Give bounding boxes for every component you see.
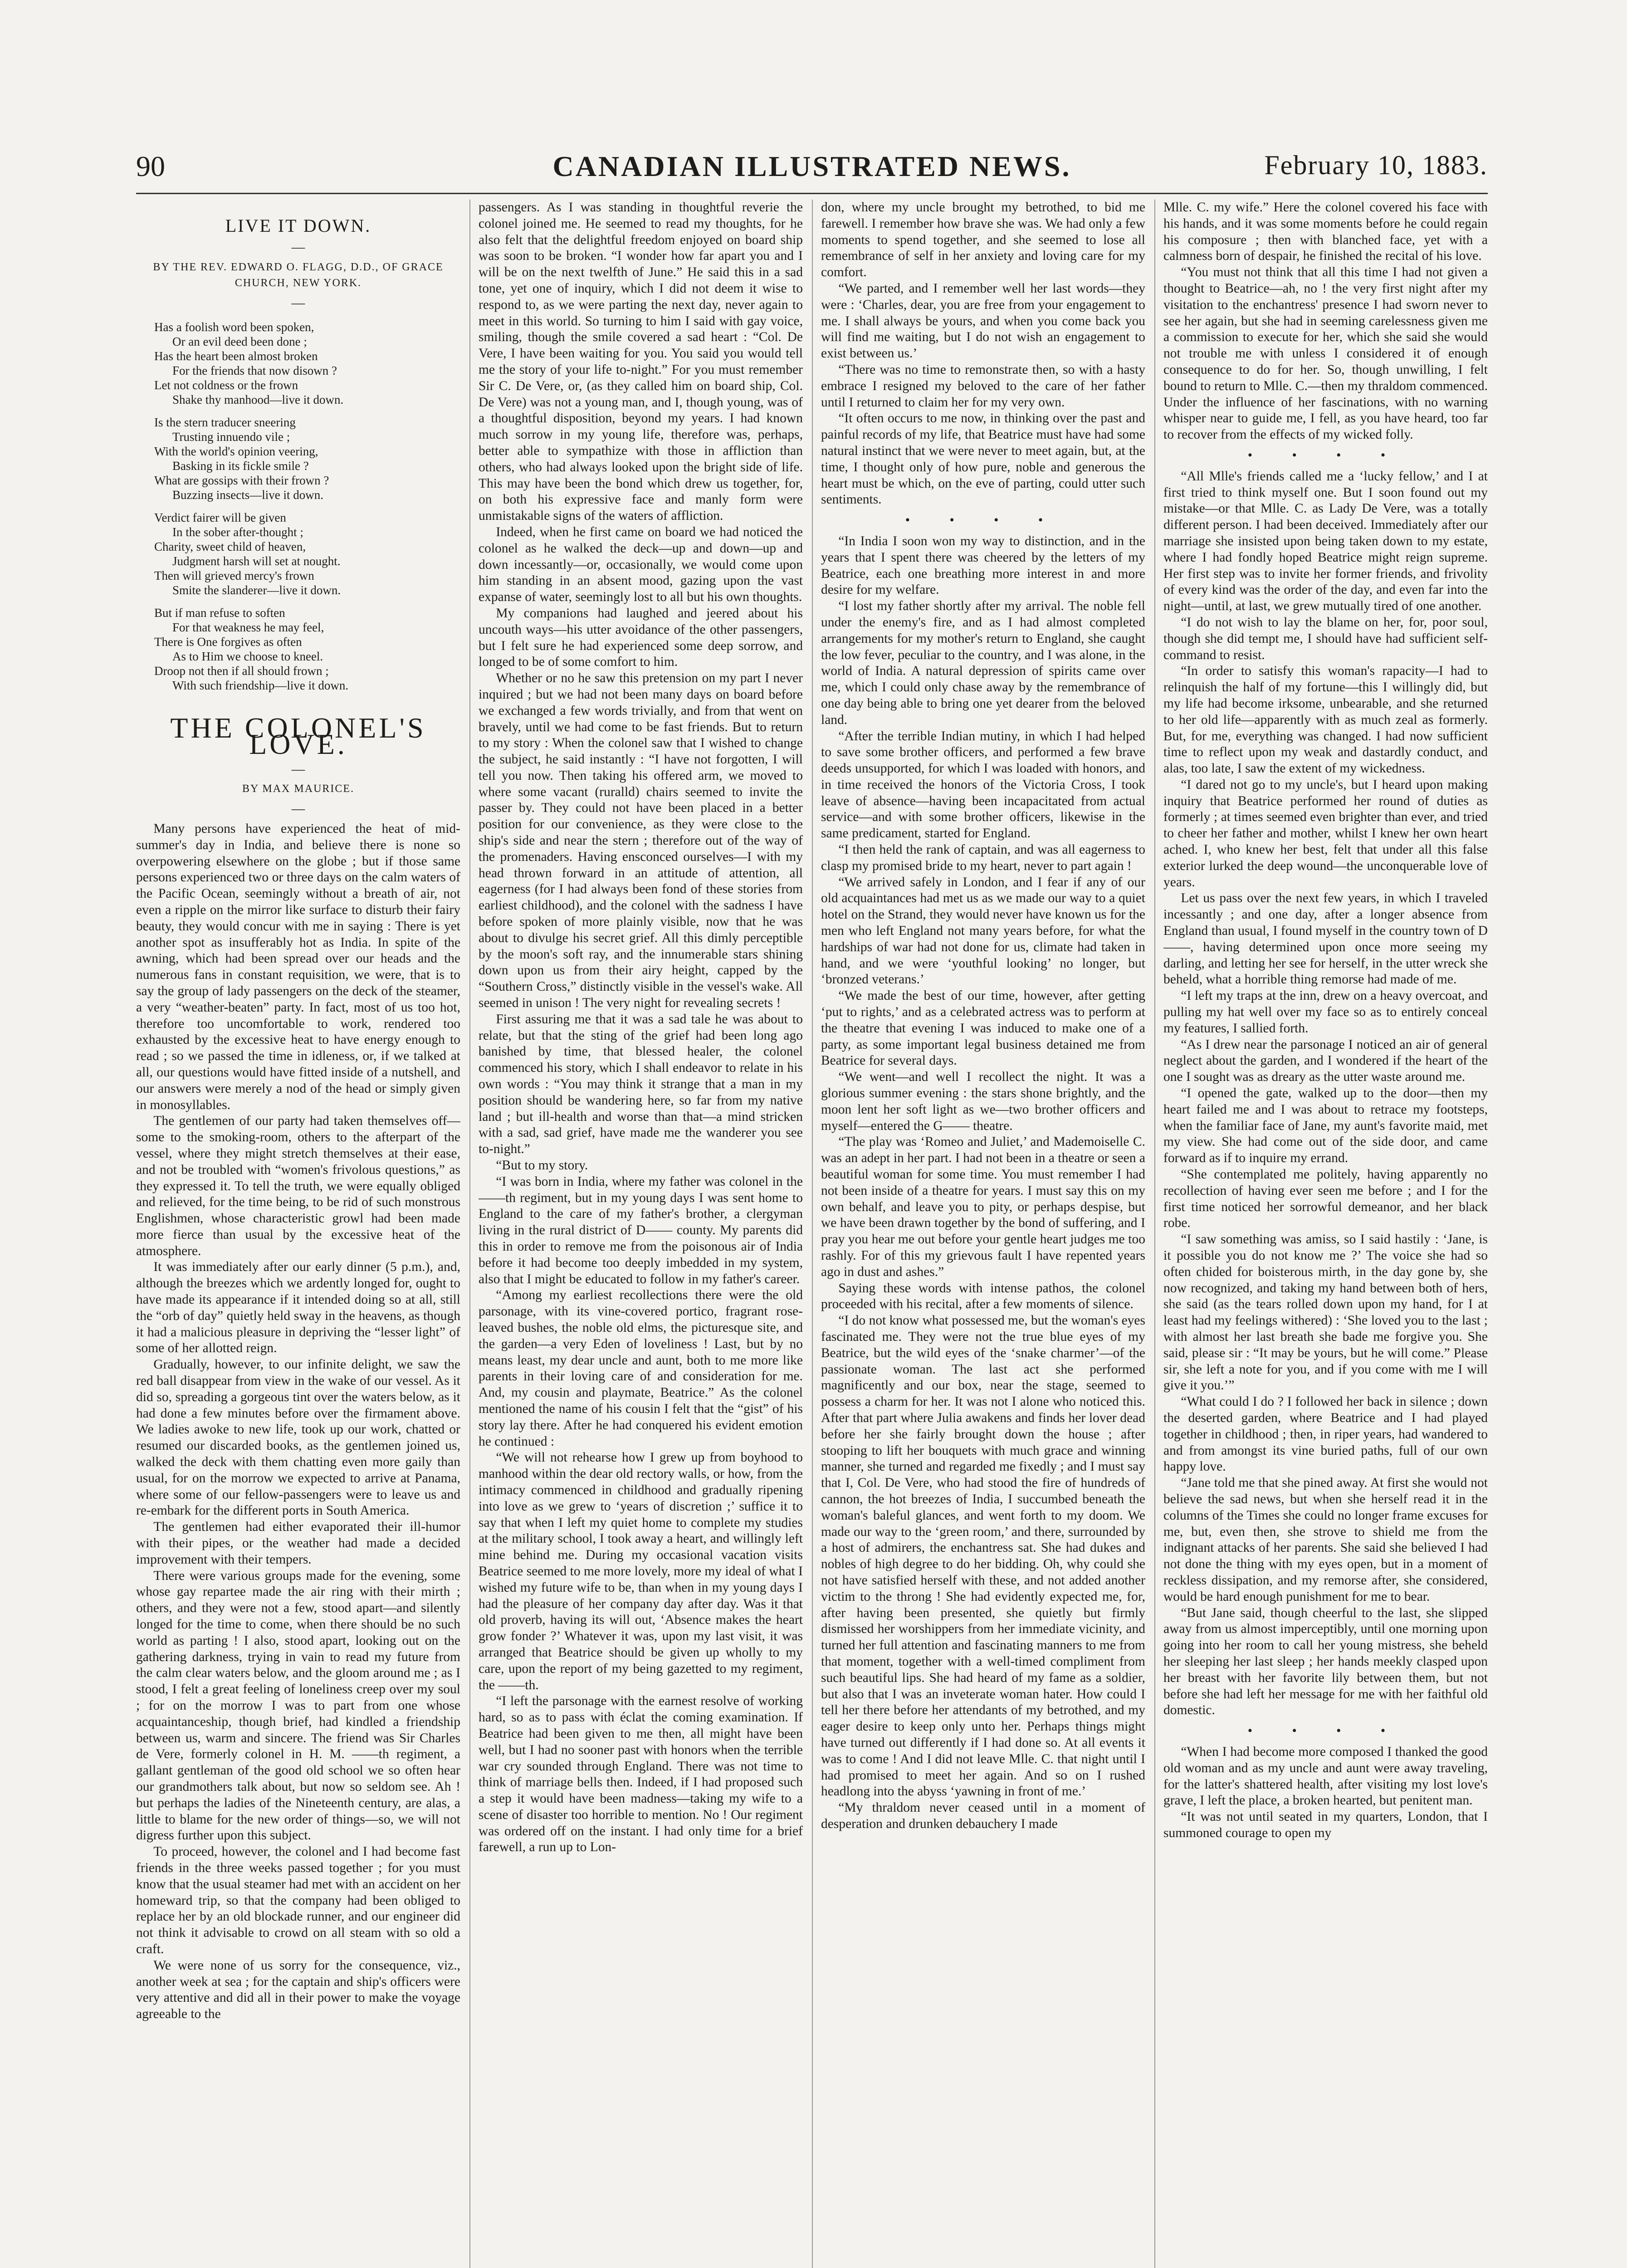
byline-dash: — [291,802,305,816]
paragraph: “After the terrible Indian mutiny, in which I had helped to save some brother officers, and performed a few brave deeds unsupported, for which I was loaded with honors, and in time received the honors of the Victoria Cross, I took leave of absence—having been incapacitated from actual service—and with some brother officers, likewise in the same predicament, started for England. [821,728,1145,841]
paragraph: “I dared not go to my uncle's, but I heard upon making inquiry that Beatrice performed her round of duties as formerly ; at times seemed even brighter than ever, and tried to cheer her father and mother, whilst I knew her own heart ached. I, who knew her best, felt that under all this false exterior lurked the deep wound—the unconquerable love of years. [1163,777,1488,890]
paragraph: Saying these words with intense pathos, the colonel proceeded with his recital, after a few moments of silence. [821,1281,1145,1312]
poem-line: Or an evil deed been done ; [172,334,307,348]
issue-date: February 10, 1883. [1264,150,1488,180]
section-break: • • • • [1247,448,1404,463]
poem-line: Is the stern traducer sneering [154,415,296,429]
poem-line: Has the heart been almost broken [154,349,318,363]
paragraph: To proceed, however, the colonel and I had become fast friends in the three weeks passed together ; for you must know that the usual steamer had met with an accident on her homeward trip, so that the company had been obliged to replace her by an old blockade runner, and our engineer did not think it advisable to crowd on all steam with so old a craft. [136,1844,460,1956]
poem-line: There is One forgives as often [154,635,302,649]
poem-line: As to Him we choose to kneel. [172,649,323,663]
poem-line: Judgment harsh will set at nought. [172,554,341,568]
paragraph: “But to my story. [496,1158,588,1173]
poem-line: With the world's opinion veering, [154,444,318,458]
poem-stanza [154,510,460,597]
paragraph: The gentlemen of our party had taken themselves off—some to the smoking-room, others to the afterpart of the vessel, where they might stretch themselves at their ease, and not be troubled with “women's frivolous questions,” as they expressed it. To tell the truth, we were equally obliged and relieved, for the time being, to be rid of such monstrous Englishmen, whose characteristic growl had been made more fierce than usual by the excessive heat of the atmosphere. [136,1114,460,1258]
paragraph: There were various groups made for the evening, some whose gay repartee made the air ring with their mirth ; others, and they were not a few, stood apart—and silently longed for the time to come, when there should be no such world as parting ! I also, stood apart, looking out on the gathering darkness, trying in vain to read my future from the calm clear waters below, and the gloom around me ; as I stood, I felt a great feeling of loneliness creep over my soul ; for on the morrow I was to part from one whose acquaintanceship, though brief, had kindled a friendship between us, warm and sincere. The friend was Sir Charles de Vere, formerly colonel in H. M. ——th regiment, a gallant gentleman of the good old school we so often hear our grandmothers talk about, but now so seldom see. Ah ! but perhaps the ladies of the Nineteenth century, are alas, a little to blame for the new order of things—so, we will not digress further upon this subject. [136,1568,460,1843]
story-byline: BY MAX MAURICE. [242,783,355,795]
paragraph: “But Jane said, though cheerful to the last, she slipped away from us almost imperceptibly, until one morning upon going into her room to call her young mistress, she beheld her sleeping her last sleep ; her hands meekly clasped upon her breast with her favorite lily between them, but not before she had left her message for me with her faithful old domestic. [1163,1605,1488,1718]
paragraph: “In order to satisfy this woman's rapacity—I had to relinquish the half of my fortune—this I willingly did, but my life had become irksome, unbearable, and she returned to her old life—apparently with as much zeal as formerly. But, for me, everything was changed. I had now sufficient time to reflect upon my weak and dastardly conduct, and alas, too late, I saw the extent of my wickedness. [1163,664,1488,776]
poem-stanza [154,606,460,693]
paragraph: “I lost my father shortly after my arrival. The noble fell under the enemy's fire, and as I had almost completed arrangements for my mother's return to England, she caught the low fever, peculiar to the country, and I was alone, in the world of India. A natural depression of spirits came over me, which I could only chase away by the remembrance of one day being able to bring one yet dearer from the beloved land. [821,599,1145,727]
poem-line: Then will grieved mercy's frown [154,568,314,582]
poem-line: Smite the slanderer—live it down. [172,583,341,597]
paragraph: “It was not until seated in my quarters, London, that I summoned courage to open my [1163,1809,1488,1840]
poem-line: Trusting innuendo vile ; [172,430,290,444]
poem-byline: BY THE REV. EDWARD O. FLAGG, D.D., OF GRACE CHURCH, NEW YORK. [153,261,444,289]
paragraph: “I left the parsonage with the earnest resolve of working hard, so as to pass with éclat the coming examination. If Beatrice had been given to me then, all might have been well, but I had no sooner past with honors when the terrible war cry sounded through England. There was not time to think of marriage bells then. Indeed, if I had proposed such a step it would have been madness—taking my wife to a scene of disaster too horrible to mention. No ! Our regiment was ordered off on the instant. I had only time for a brief farewell, a run up to Lon- [479,1694,803,1855]
paragraph: Indeed, when he first came on board we had noticed the colonel as he walked the deck—up and down—up and down incessantly—or, occasionally, we would come upon him standing in an absent mood, gazing upon the vast expanse of water, seemingly lost to all but his own thoughts. [479,524,803,605]
paragraph: We were none of us sorry for the consequence, viz., another week at sea ; for the captain and ship's officers were very attentive and did all in their power to make the voyage agreeable to the [136,1958,460,2022]
poem-line: What are gossips with their frown ? [154,473,329,487]
poem-title: LIVE IT DOWN. [225,215,371,236]
paragraph: “We went—and well I recollect the night. It was a glorious summer evening : the stars shone brightly, and the moon lent her soft light as we—two brother officers and myself—entered the G—— theatre. [821,1070,1145,1133]
paragraph: “There was no time to remonstrate then, so with a hasty embrace I resigned my beloved to the care of her father until I returned to claim her for my very own. [821,362,1145,410]
column-3 [821,200,1145,2268]
byline-dash: — [291,296,305,311]
paragraph: “We parted, and I remember well her last words—they were : ‘Charles, dear, you are free from your engagement to me. I shall always be yours, and when you come back you will find me waiting, but I do not wish an engagement to exist between us.’ [821,281,1145,361]
paragraph: Gradually, however, to our infinite delight, we saw the red ball disappear from view in the wake of our vessel. As it did so, spreading a gorgeous tint over the waters below, as it had done a few minutes before over the firmament above. We ladies awoke to new life, took up our work, chatted or resumed our discarded books, as the gentlemen joined us, walked the deck with them chatting even more gaily than usual, for on the morrow we expected to arrive at Panama, where some of our fellow-passengers were to leave us and re-embark for the different ports in South America. [136,1357,460,1518]
poem-line: Buzzing insects—live it down. [172,488,323,502]
section-break: • • • • [1247,1724,1404,1739]
paragraph: “I opened the gate, walked up to the door—then my heart failed me and I was about to retrace my footsteps, when the familiar face of Jane, my aunt's favorite maid, met my view. She had come out of the side door, and came forward as if to inquire my errand. [1163,1086,1488,1166]
poem-line: Has a foolish word been spoken, [154,320,314,334]
publication-title: CANADIAN ILLUSTRATED NEWS. [552,150,1071,182]
paragraph: My companions had laughed and jeered about his uncouth ways—his utter avoidance of the other passengers, but I felt sure he had experienced some deep sorrow, and longed to be of some comfort to him. [479,606,803,670]
poem-stanza [154,320,460,407]
poem-line: Basking in its fickle smile ? [172,459,309,473]
paragraph: “I left my traps at the inn, drew on a heavy overcoat, and pulling my hat well over my face so as to entirely conceal my features, I sallied forth. [1163,988,1488,1036]
section-break: • • • • [905,513,1061,528]
paragraph: “I do not know what possessed me, but the woman's eyes fascinated me. They were not the true blue eyes of my Beatrice, but the wild eyes of the ‘snake charmer’—of the passionate woman. The last act she performed magnificently and our box, near the stage, seemed to possess a charm for her. It was not I alone who noticed this. After that part where Julia awakens and finds her lover dead before her she fairly brought down the house ; after stooping to lift her bouquets with much grace and winning manner, she turned and regarded me fixedly ; and I must say that I, Col. De Vere, who had stood the fire of hundreds of cannon, the hot breezes of India, I succumbed beneath the woman's baleful glances, and went forth to my doom. We made our way to the ‘green room,’ and there, surrounded by a host of admirers, the enchantress sat. She had dukes and nobles of high degree to do her bidding. Oh, why could she not have satisfied herself with these, and not added another victim to the throng ! She had evidently expected me, for, after having been presented, she quietly but firmly dismissed her worshippers from her immediate vicinity, and turned her full attention and fascinating manners to me from that moment, together with a well-timed compliment from such beautiful lips. She had heard of my fame as a soldier, but also that I was an inveterate woman hater. How could I tell her there before her attendants of my betrothed, and my eager desire to keep only unto her. Perhaps things might have turned out differently if I had done so. At all events it was to come ! And I did not leave Mlle. C. that night until I had promised to meet her again. And so on I rushed headlong into the abyss ‘yawning in front of me.’ [821,1313,1145,1799]
poem-line: Verdict fairer will be given [154,510,286,524]
poem-line: For the friends that now disown ? [172,363,337,377]
poem-line: For that weakness he may feel, [172,620,324,634]
paragraph: “You must not think that all this time I had not given a thought to Beatrice—ah, no ! the very first night after my visitation to the enchantress' presence I had sworn never to see her again, but she had in seeming carelessness given me a commission to execute for her, which she said she would not trouble me with unless I considered it of enough consequence to do for her. So, though unwilling, I felt bound to return to Mlle. C.—then my thraldom commenced. Under the influence of her fascinations, with no warning whisper near to guide me, I fell, as you have heard, too far to recover from the effects of my wicked folly. [1163,265,1488,442]
paragraph: “We will not rehearse how I grew up from boyhood to manhood within the dear old rectory walls, or how, from the intimacy commenced in childhood and gradually ripening into love as we grew to ‘years of discretion ;’ suffice it to say that when I left my quiet home to complete my studies at the military school, I took away a heart, and willingly left mine behind me. During my occasional vacation visits Beatrice seemed to me more lovely, more my ideal of what I wished my future wife to be, than when in my young days I had the pleasure of her company day after day. Was it that old proverb, having its will out, ‘Absence makes the heart grow fonder ?’ Whatever it was, upon my last visit, it was arranged that Beatrice should be given up wholly to my care, upon the report of my being gazetted to my regiment, the ——th. [479,1450,803,1692]
paragraph: “I saw something was amiss, so I said hastily : ‘Jane, is it possible you do not know me ?’ The voice she had so often chided for boisterous mirth, in the day gone by, she now recognized, and taking my hand between both of hers, she said (as the tears rolled down upon my hand, for I at least had my feelings withered) : ‘She loved you to the last ; with almost her last breath she bade me forgive you. She said, please sir : “It may be yours, but he will come.” Please sir, she left a note for you, and if you come with me I will give it you.’” [1163,1232,1488,1393]
poem-body [136,320,460,693]
paragraph: “As I drew near the parsonage I noticed an air of general neglect about the garden, and I wondered if the heart of the one I sought was as dreary as the utter waste around me. [1163,1037,1488,1085]
paragraph: Many persons have experienced the heat of mid-summer's day in India, and believe there is none so overpowering elsewhere on the globe ; but if those same persons experienced two or three days on the calm waters of the Pacific Ocean, seemingly without a breath of air, not even a ripple on the mirror like surface to disturb their fairy beauty, they would concur with me in saying : There is yet another spot as insufferably hot as India. In spite of the awning, which had been spread over our heads and the numerous fans in constant requisition, we were, that is to say the group of lady passengers on the deck of the steamer, a very “weather-beaten” party. In fact, most of us too hot, therefore too uncomfortable to work, rendered too exhausted by the excessive heat to have energy enough to read ; so we passed the time in idleness, or, if we talked at all, our questions would have fitted inside of a nutshell, and our answers were merely a nod of the head or simply given in monosyllables. [136,821,460,1112]
poem-line: Droop not then if all should frown ; [154,664,329,678]
column-text [479,200,803,1856]
article-columns [136,200,1488,2268]
title-dash: — [291,762,305,777]
paragraph: “My thraldom never ceased until in a moment of desperation and drunken debauchery I made [821,1800,1145,1831]
paragraph: “What could I do ? I followed her back in silence ; down the deserted garden, where Beatrice and I had played together in childhood ; then, in riper years, had wandered to and from amongst its vine buried paths, full of our own happy love. [1163,1394,1488,1474]
column-2 [479,200,803,2268]
paragraph: “Jane told me that she pined away. At first she would not believe the sad news, but when she herself read it in the columns of the Times she could no longer frame excuses for me, but, even then, she strove to shield me from the indignant attacks of her parents. She said she believed I had not done the thing with my eyes open, but in a moment of reckless dissipation, and my remorse after, she considered, would be hard enough punishment for me to bear. [1163,1476,1488,1604]
paragraph: “We made the best of our time, however, after getting ‘put to rights,’ and as a celebrated actress was to perform at the theatre that evening I was induced to make one of a party, as some important legal business detained me from Beatrice for several days. [821,988,1145,1068]
column-text [136,821,460,2023]
paragraph: Mlle. C. my wife.” Here the colonel covered his face with his hands, and it was some moments before he could regain his composure ; then with blanched face, yet with a calmness born of despair, he finished the recital of his love. [1163,200,1488,264]
column-4 [1163,200,1488,2268]
column-text [821,200,1145,1833]
paragraph: The gentlemen had either evaporated their ill-humor with their pipes, or the weather had made a decided improvement with their tempers. [136,1520,460,1567]
paragraph: “When I had become more composed I thanked the good old woman and as my uncle and aunt were away traveling, for the latter's shattered health, after visiting my lost love's grave, I left the place, a broken hearted, but penitent man. [1163,1744,1488,1808]
paragraph: “I then held the rank of captain, and was all eagerness to clasp my promised bride to my heart, never to part again ! [821,842,1145,873]
paragraph: Whether or no he saw this pretension on my part I never inquired ; but we had not been many days on board before we exchanged a few words trivially, and from that went on bravely, until we had come to be fast friends. But to return to my story : When the colonel saw that I wished to change the subject, he said instantly : “I have not forgotten, I will tell you now. Then taking his offered arm, we moved to where some vacant (ruralld) chairs seemed to invite the passer by. They could not have been placed in a better position for our convenience, as they were close to the ship's side and near the stern ; therefore out of the way of the promenaders. Having ensconced ourselves—I with my head thrown forward in an attitude of attention, all eagerness (for I had always been fond of these stories from earliest childhood), and the colonel with the sadness I have before spoken of more plainly visible, now that he was about to divulge his secret grief. All this dimly perceptible by the moon's soft ray, and the innumerable stars shining down upon us from their airy height, capped by the “Southern Cross,” distinctly visible in the vessel's wake. All seemed in unison ! The very night for revealing secrets ! [479,671,803,1011]
masthead [136,150,1488,191]
column-text [1163,200,1488,1842]
header-rule [136,193,1488,194]
paragraph: First assuring me that it was a sad tale he was about to relate, but that the sting of the grief had been long ago banished by time, that blessed healer, the colonel commenced his story, which I shall endeavor to relate in his own words : “You may think it strange that a man in my position should be wandering here, so far from my native land ; but ill-health and worse than that—a mind stricken with a sad, sad grief, have made me the wanderer you see to-night.” [479,1012,803,1157]
paragraph: “She contemplated me politely, having apparently no recollection of having ever seen me before ; and I for the first time noticed her sorrowful demeanor, and her black robe. [1163,1167,1488,1231]
paragraph: “Among my earliest recollections there were the old parsonage, with its vine-covered portico, fragrant rose-leaved bushes, the noble old elms, the picturesque site, and the garden—a very Eden of loveliness ! Last, but by no means least, my dear uncle and aunt, both to me more like parents in their loving care of and consideration for me. And, my cousin and playmate, Beatrice.” As the colonel mentioned the name of his cousin I felt that the “gist” of his story lay there. After he had conquered his evident emotion he continued : [479,1288,803,1449]
paragraph: “All Mlle's friends called me a ‘lucky fellow,’ and I at first tried to think myself one. But I soon found out my mistake—or that Mlle. C. as Lady De Vere, was a totally different person. I had been deceived. Immediately after our marriage she insisted upon being taken down to my estate, where I had fondly hoped Beatrice might reign supreme. Her first step was to invite her former friends, and frivolity of every kind was the order of the day, and even far into the night—until, at last, we grew mutually tired of one another. [1163,469,1488,614]
paragraph: passengers. As I was standing in thoughtful reverie the colonel joined me. He seemed to read my thoughts, for he also felt that the delightful freedom enjoyed on board ship was soon to be broken. “I wonder how far apart you and I will be on the next twelfth of June.” He said this in a sad tone, yet one of inquiry, which I did not deem it wise to respond to, as we were parting the next day, never again to meet in this world. So turning to him I said with gay voice, smiling, though the smile covered a sad heart : “Col. De Vere, I have been waiting for you. You said you would tell me the story of your life to-night.” For you must remember Sir C. De Vere, or, (as they called him on board ship, Col. De Vere) was not a young man, and I, though young, was of a thoughtful disposition, beyond my years. I had known much sorrow in my young life, therefore was, perhaps, better able to sympathize with those in affliction than others, who had always looked upon the bright side of life. This may have been the bond which drew us together, for, on both his expressive face and manly form were unmistakable signs of the waters of affliction. [479,200,803,523]
paragraph: don, where my uncle brought my betrothed, to bid me farewell. I remember how brave she was. We had only a few moments to spend together, and she seemed to lose all remembrance of self in her anxiety and loving care for my comfort. [821,200,1145,280]
poem-line: Charity, sweet child of heaven, [154,539,306,553]
paragraph: Let us pass over the next few years, in which I traveled incessantly ; and one day, after a longer absence from England than usual, I found myself in the country town of D——, having determined upon once more seeing my darling, and letting her see for herself, in the utter wreck she beheld, what a horrible thing remorse had made of me. [1163,891,1488,987]
paragraph: “I do not wish to lay the blame on her, for, poor soul, though she did tempt me, I should have had sufficient self-command to resist. [1163,615,1488,662]
paragraph: “I was born in India, where my father was colonel in the ——th regiment, but in my young days I was sent home to England to the care of my father's brother, a clergyman living in the rural district of D—— county. My parents did this in order to remove me from the poisonous air of India before it had become too deeply imbedded in my system, also that I might be educated to follow in my father's career. [479,1174,803,1286]
column-1 [136,200,460,2268]
title-dash: — [291,240,305,254]
paragraph: “The play was ‘Romeo and Juliet,’ and Mademoiselle C. was an adept in her part. I had not been in a theatre or seen a beautiful woman for some time. You must remember I had not been inside of a theatre for years. I must say this on my own behalf, and leave you to pity, or perhaps despise, but we have been drawn together by the bond of suffering, and I pray you hear me out before your gentle heart judges me too rashly. For of this my grievous fault I have repented years ago in dust and ashes.” [821,1134,1145,1279]
poem-line: But if man refuse to soften [154,606,285,620]
poem-line: With such friendship—live it down. [172,678,349,692]
paragraph: It was immediately after our early dinner (5 p.m.), and, although the breezes which we ardently longed for, ought to have made its appearance if it intended doing so at all, still the “orb of day” quietly held sway in the heavens, as though it had a malicious pleasure in depriving the “lesser light” of some of her allotted reign. [136,1260,460,1356]
poem-line: Let not coldness or the frown [154,378,298,392]
page-number: 90 [136,150,165,182]
poem-stanza [154,415,460,502]
poem-line: Shake thy manhood—live it down. [172,392,344,406]
paragraph: “In India I soon won my way to distinction, and in the years that I spent there was cheered by the letters of my Beatrice, each one breathing more interest in and more desire for my welfare. [821,533,1145,597]
paragraph: “We arrived safely in London, and I fear if any of our old acquaintances had met us as we made our way to a quiet hotel on the Strand, they would never have known us for the men who left England not many years before, for what the hardships of war had not done for us, climate had taken in hand, and we were ‘youthful looking’ no longer, but ‘bronzed veterans.’ [821,875,1145,987]
paragraph: “It often occurs to me now, in thinking over the past and painful records of my life, that Beatrice must have had some natural instinct that we were never to meet again, but, at the time, I thought only of how pure, noble and generous the heart must be which, on the eve of parting, could utter such sentiments. [821,411,1145,507]
story-title: THE COLONEL'S LOVE. [170,711,426,760]
poem-line: In the sober after-thought ; [172,525,303,539]
